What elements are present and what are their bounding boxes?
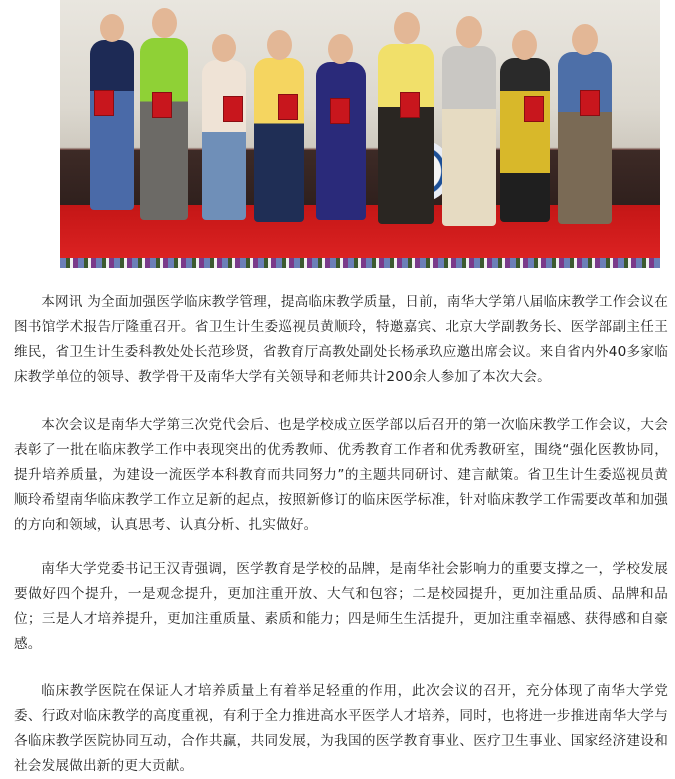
person-5-certificate bbox=[330, 98, 350, 124]
person-8-certificate bbox=[524, 96, 544, 122]
paragraph-text: 临床教学医院在保证人才培养质量上有着举足轻重的作用，此次会议的召开，充分体现了南华大学党委、行政对临床教学的高度重视，有利于全力推进高水平医学人才培养，同时，也将进一步推进南华大学与各临床教学医院协同互动，合作共赢，共同发展，为我国的医学教育事业、医疗卫生事业、国家经济建设和社会发展做出新的更大贡献。 bbox=[14, 683, 668, 774]
paragraph-text: 南华大学党委书记王汉青强调，医学教育是学校的品牌，是南华社会影响力的重要支撑之一，学校发展要做好四个提升，一是观念提升，更加注重开放、大气和包容；二是校园提升，更加注重品质、品牌和品位；三是人才培养提升，更加注重质量、素质和能力；四是师生生活提升，更加注重幸福感、获得感和自豪感。 bbox=[14, 561, 668, 652]
person-9-head bbox=[572, 24, 598, 55]
person-8 bbox=[500, 58, 550, 222]
person-9-certificate bbox=[580, 90, 600, 116]
person-3-certificate bbox=[223, 96, 243, 122]
person-2 bbox=[140, 38, 188, 220]
article-paragraph-1 bbox=[14, 290, 668, 390]
article-paragraph-2 bbox=[14, 413, 668, 538]
person-8-head bbox=[512, 30, 537, 60]
person-2-certificate bbox=[152, 92, 172, 118]
article-paragraph-3 bbox=[14, 557, 668, 657]
article-paragraph-4 bbox=[14, 679, 668, 779]
person-6-certificate bbox=[400, 92, 420, 118]
person-4-certificate bbox=[278, 94, 298, 120]
person-5-head bbox=[328, 34, 353, 64]
person-6 bbox=[378, 44, 434, 224]
person-2-head bbox=[152, 8, 177, 38]
person-6-head bbox=[394, 12, 420, 44]
person-4-head bbox=[267, 30, 292, 60]
person-5 bbox=[316, 62, 366, 220]
award-ceremony-photo bbox=[60, 0, 660, 268]
person-3 bbox=[202, 60, 246, 220]
person-1-certificate bbox=[94, 90, 114, 116]
person-9 bbox=[558, 52, 612, 224]
person-1-head bbox=[100, 14, 124, 42]
person-7 bbox=[442, 46, 496, 226]
paragraph-text: 本网讯 为全面加强医学临床教学管理，提高临床教学质量，日前，南华大学第八届临床教学工作会议在图书馆学术报告厅隆重召开。省卫生计生委巡视员黄顺玲，特邀嘉宾、北京大学副教务长、医学部副主任王维民，省卫生计生委科教处处长范珍贤，省教育厅高教处副处长杨承玖应邀出席会议。来自省内外40多家临床教学单位的领导、教学骨干及南华大学有关领导和老师共计200余人参加了本次大会。 bbox=[14, 294, 668, 385]
person-3-head bbox=[212, 34, 236, 62]
paragraph-text: 本次会议是南华大学第三次党代会后、也是学校成立医学部以后召开的第一次临床教学工作会议，大会表彰了一批在临床教学工作中表现突出的优秀教师、优秀教育工作者和优秀教研室，围绕“强化医教协同，提升培养质量，为建设一流医学本科教育而共同努力”的主题共同研讨、建言献策。省卫生计生委巡视员黄顺玲希望南华临床教学工作立足新的起点，按照新修订的临床医学标准，针对临床教学工作需要改革和加强的方向和领域，认真思考、认真分析、扎实做好。 bbox=[14, 417, 668, 533]
person-4 bbox=[254, 58, 304, 222]
person-7-head bbox=[456, 16, 482, 48]
flower-border bbox=[60, 258, 660, 268]
person-1 bbox=[90, 40, 134, 210]
